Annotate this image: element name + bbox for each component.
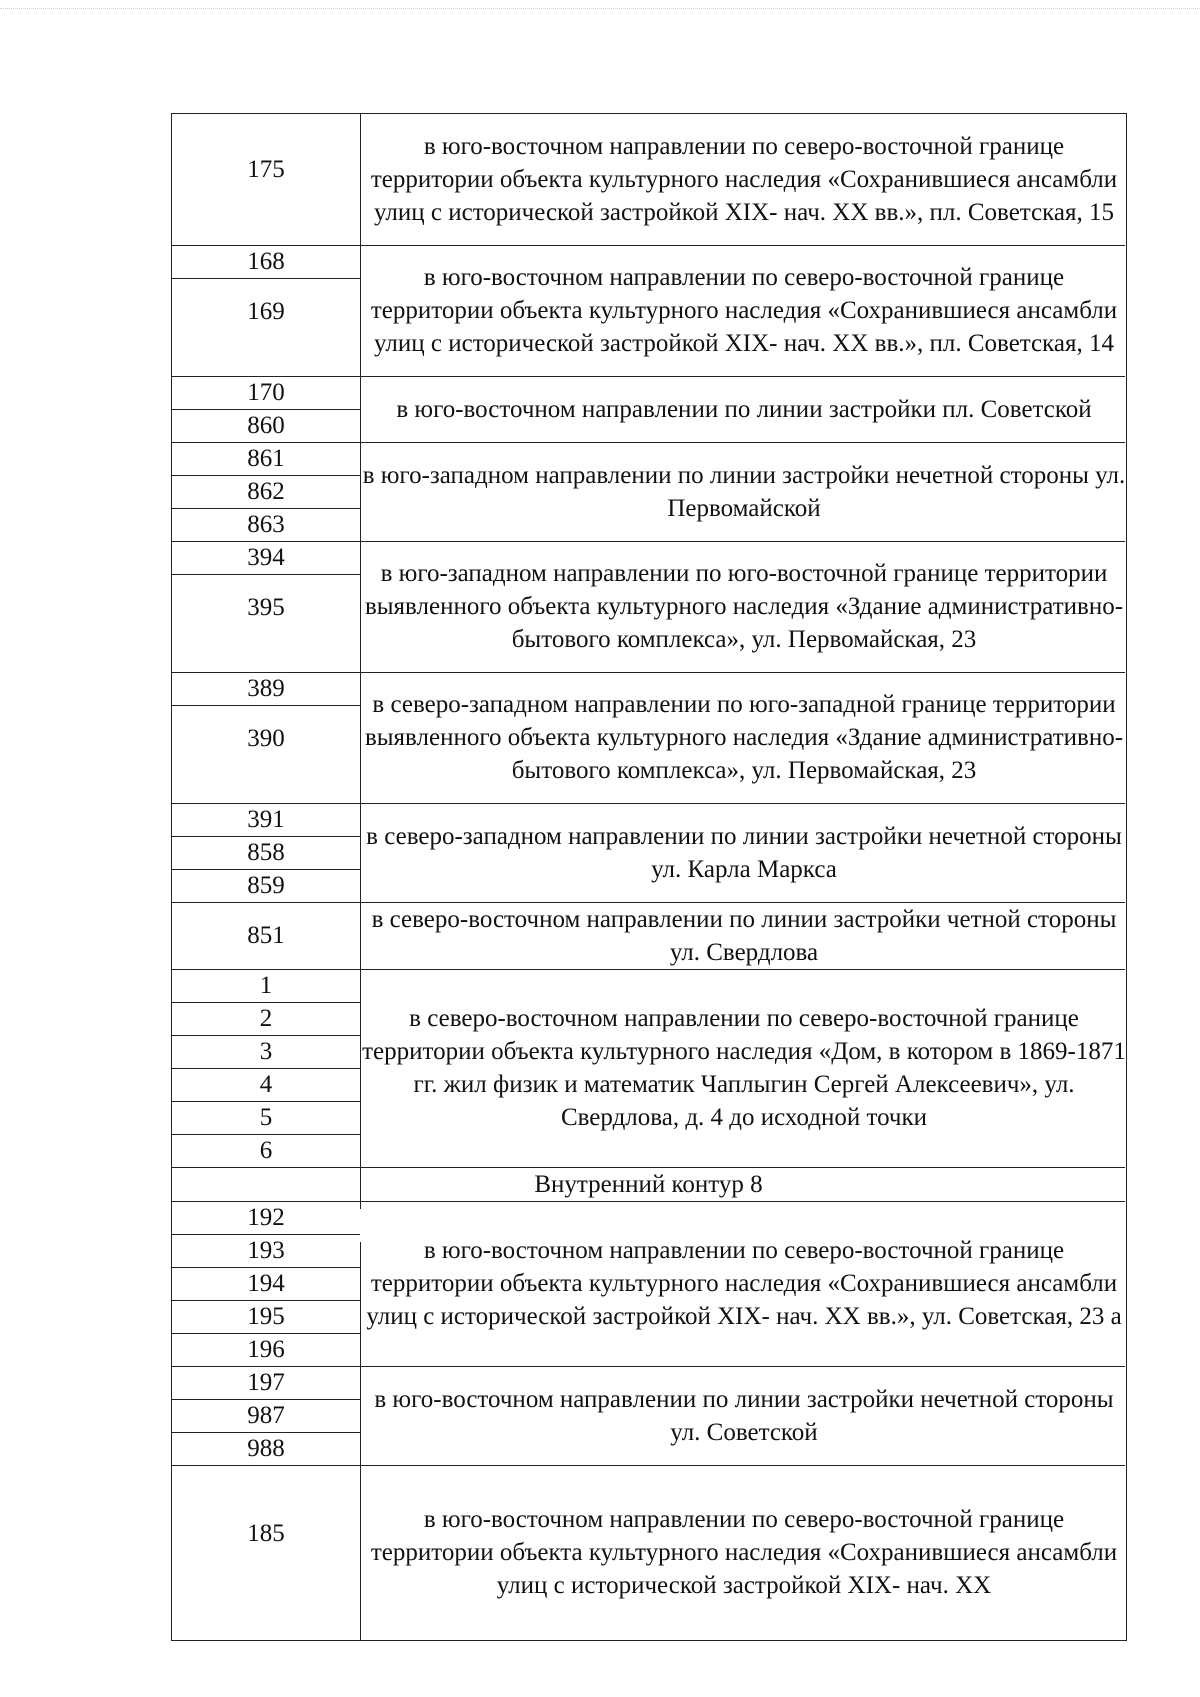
direction-description [362, 1201, 1126, 1366]
point-number: 3 [259, 1038, 273, 1065]
point-number: 193 [247, 1237, 285, 1264]
point-number: 195 [247, 1303, 285, 1330]
description-text: в юго-восточном направлении по северо-восточной границе территории объекта культурного наследия «Сохранившиеся ансамбли улиц с исторической застройкой XIX- нач. XX [370, 1506, 1118, 1599]
point-number: 1 [259, 972, 273, 999]
point-number: 859 [247, 872, 285, 899]
point-number: 4 [259, 1071, 273, 1098]
direction-description [362, 376, 1126, 442]
direction-description [362, 442, 1126, 541]
description-text: в северо-восточном направлении по линии застройки четной стороны ул. Свердлова [371, 905, 1117, 966]
point-number: 168 [247, 248, 285, 275]
direction-description [362, 1366, 1126, 1465]
direction-description [362, 245, 1126, 376]
boundary-table [171, 113, 1127, 1641]
direction-description [362, 1465, 1126, 1640]
section-title: Внутренний контур 8 [534, 1171, 763, 1198]
point-number: 170 [247, 379, 285, 406]
description-text: в юго-восточном направлении по линии застройки нечетной стороны ул. Советской [374, 1385, 1114, 1446]
point-number: 192 [247, 1204, 285, 1231]
point-number: 391 [247, 806, 285, 833]
point-number: 851 [247, 922, 285, 949]
point-number: 988 [247, 1435, 285, 1462]
point-number: 194 [247, 1270, 285, 1297]
description-text: в юго-восточном направлении по северо-восточной границе территории объекта культурного наследия «Сохранившиеся ансамбли улиц с исторической застройкой XIX- нач. XX вв.», пл. Советская, 15 [370, 133, 1118, 226]
point-number: 860 [247, 412, 285, 439]
description-text: в северо-восточном направлении по северо-восточной границе территории объекта культурного наследия «Дом, в котором в 1869-1871 гг. жил физик и математик Чаплыгин Сергей Алексеевич», ул. Свердлова, д. 4 до исходной точки [362, 1005, 1126, 1131]
description-text: в юго-восточном направлении по северо-восточной границе территории объекта культурного наследия «Сохранившиеся ансамбли улиц с исторической застройкой XIX- нач. XX вв.», пл. Советская, 14 [370, 264, 1118, 357]
point-number: 6 [259, 1137, 273, 1164]
point-number: 394 [247, 544, 285, 571]
description-text: в юго-восточном направлении по линии застройки пл. Советской [396, 395, 1092, 423]
column-divider [360, 114, 361, 1209]
point-number: 861 [247, 445, 285, 472]
cell-divider [172, 705, 360, 706]
direction-description [362, 541, 1126, 672]
scan-edge-line [0, 8, 1200, 9]
point-number: 2 [259, 1005, 273, 1032]
column-divider [360, 1242, 361, 1640]
direction-description [362, 672, 1126, 803]
description-text: в северо-западном направлении по линии застройки нечетной стороны ул. Карла Маркса [366, 822, 1122, 883]
description-text: в юго-западном направлении по юго-восточной границе территории выявленного объекта культурного наследия «Здание административно-бытового комплекса», ул. Первомайская, 23 [364, 560, 1124, 653]
description-text: в северо-западном направлении по юго-западной границе территории выявленного объекта культурного наследия «Здание административно-бытового комплекса», ул. Первомайская, 23 [364, 691, 1124, 784]
direction-description [362, 902, 1126, 969]
direction-description [362, 114, 1126, 245]
point-number: 169 [247, 298, 285, 325]
point-number: 395 [247, 594, 285, 621]
point-number: 987 [247, 1402, 285, 1429]
point-number: 863 [247, 511, 285, 538]
point-number: 175 [247, 156, 285, 183]
description-text: в юго-западном направлении по линии застройки нечетной стороны ул. Первомайской [362, 461, 1126, 522]
point-number: 389 [247, 675, 285, 702]
description-text: в юго-восточном направлении по северо-восточной границе территории объекта культурного наследия «Сохранившиеся ансамбли улиц с исторической застройкой XIX- нач. XX вв.», ул. Советская, 23 а [366, 1237, 1122, 1330]
direction-description [362, 803, 1126, 902]
point-number: 197 [247, 1369, 285, 1396]
point-number: 862 [247, 478, 285, 505]
point-number: 5 [259, 1104, 273, 1131]
point-number: 858 [247, 839, 285, 866]
cell-divider [172, 278, 360, 279]
point-number: 196 [247, 1336, 285, 1363]
direction-description [362, 969, 1126, 1167]
point-number: 185 [247, 1520, 285, 1547]
cell-divider [172, 574, 360, 575]
point-number: 390 [247, 725, 285, 752]
